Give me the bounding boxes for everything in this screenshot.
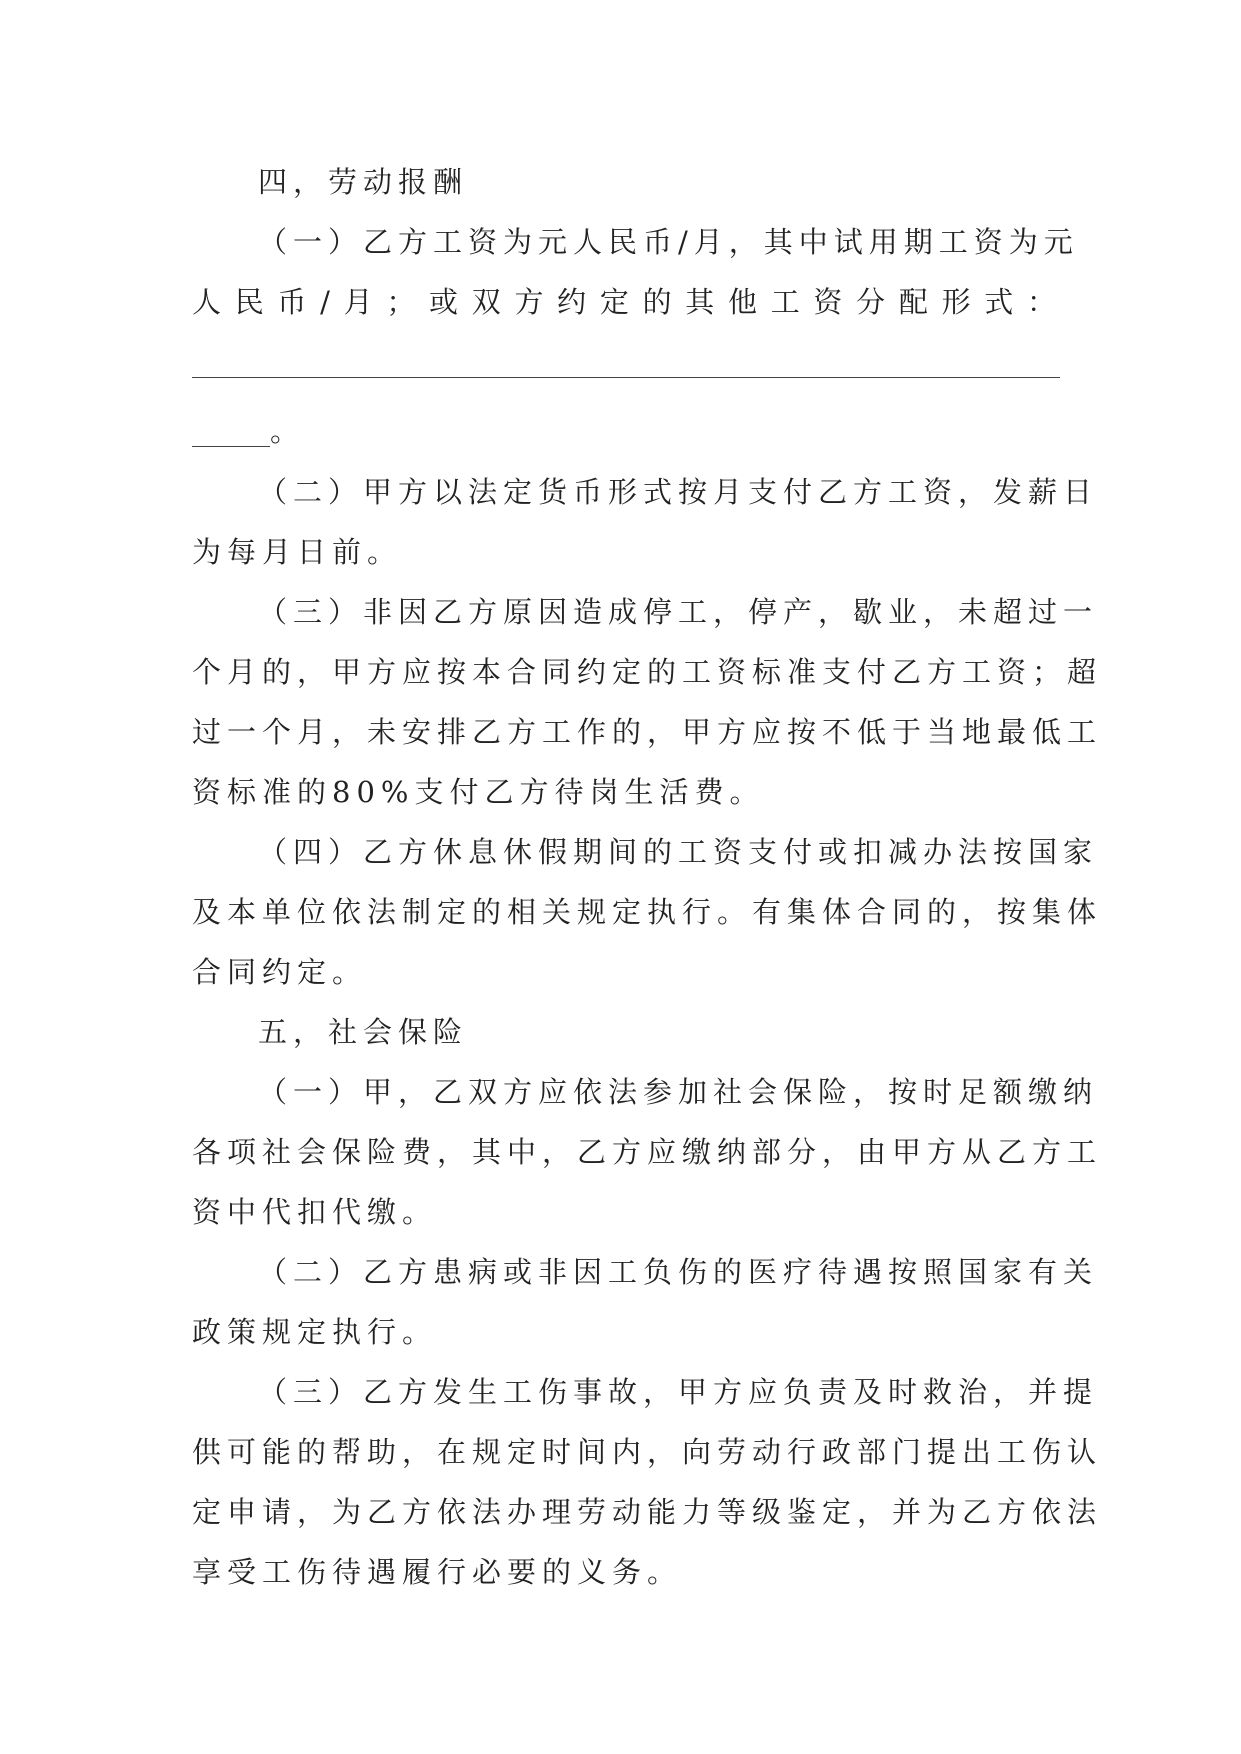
paragraph-line: 资中代扣代缴。 bbox=[192, 1195, 438, 1229]
paragraph-line: 合同约定。 bbox=[192, 955, 368, 989]
sentence-end: 。 bbox=[270, 414, 300, 448]
paragraph-line: （一）甲，乙双方应依法参加社会保险，按时足额缴纳 bbox=[258, 1075, 1099, 1109]
paragraph-line: （三）乙方发生工伤事故，甲方应负责及时救治，并提 bbox=[258, 1375, 1099, 1409]
paragraph-line: （二）乙方患病或非因工负伤的医疗待遇按照国家有关 bbox=[258, 1255, 1099, 1289]
paragraph-line: 资标准的80%支付乙方待岗生活费。 bbox=[192, 775, 765, 809]
paragraph-line: （四）乙方休息休假期间的工资支付或扣减办法按国家 bbox=[258, 835, 1099, 869]
fill-in-blank-tail bbox=[192, 411, 299, 451]
paragraph-line: 及本单位依法制定的相关规定执行。有集体合同的，按集体 bbox=[192, 895, 1103, 929]
paragraph-line: （三）非因乙方原因造成停工，停产，歇业，未超过一 bbox=[258, 595, 1099, 629]
paragraph-line: 政策规定执行。 bbox=[192, 1315, 438, 1349]
paragraph-line: 个月的，甲方应按本合同约定的工资标准支付乙方工资；超 bbox=[192, 655, 1103, 689]
fill-in-blank-stub bbox=[192, 445, 270, 447]
paragraph-line: 供可能的帮助，在规定时间内，向劳动行政部门提出工伤认 bbox=[192, 1435, 1103, 1469]
paragraph-line: 享受工伤待遇履行必要的义务。 bbox=[192, 1555, 683, 1589]
paragraph-line: 人民币/月；或双方约定的其他工资分配形式： bbox=[192, 285, 1062, 319]
paragraph-line: 各项社会保险费，其中，乙方应缴纳部分，由甲方从乙方工 bbox=[192, 1135, 1103, 1169]
paragraph-line: 为每月日前。 bbox=[192, 535, 403, 569]
fill-in-blank-line bbox=[192, 377, 1060, 378]
paragraph-line: 定申请，为乙方依法办理劳动能力等级鉴定，并为乙方依法 bbox=[192, 1495, 1103, 1529]
section-4-heading: 四，劳动报酬 bbox=[258, 165, 469, 199]
paragraph-line: 过一个月，未安排乙方工作的，甲方应按不低于当地最低工 bbox=[192, 715, 1103, 749]
paragraph-line: （一）乙方工资为元人民币/月，其中试用期工资为元 bbox=[258, 225, 1079, 259]
section-5-heading: 五，社会保险 bbox=[258, 1015, 469, 1049]
paragraph-line: （二）甲方以法定货币形式按月支付乙方工资，发薪日 bbox=[258, 475, 1099, 509]
